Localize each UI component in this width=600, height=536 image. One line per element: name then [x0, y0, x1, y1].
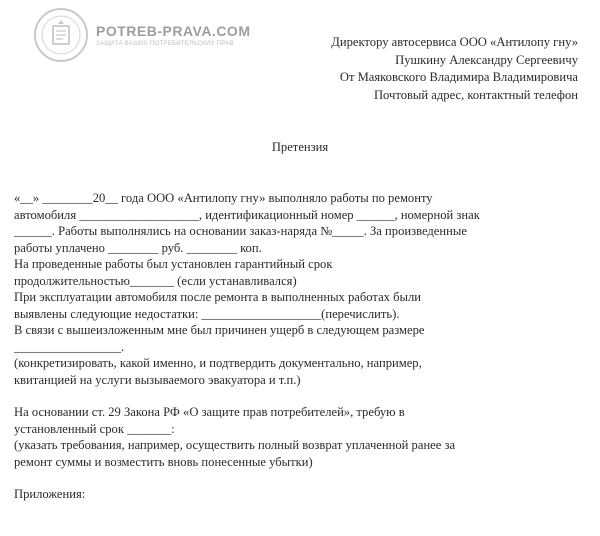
attachments-label: Приложения: [14, 487, 86, 501]
body-line: продолжительностью_______ (если устанавливался) [14, 273, 297, 288]
body-line: работы уплачено ________ руб. ________ коп. [14, 240, 262, 255]
logo-name: POTREB-PRAVA.COM [96, 23, 251, 39]
logo-subtitle: ЗАЩИТА ВАШИХ ПОТРЕБИТЕЛЬСКИХ ПРАВ [96, 41, 234, 47]
body-line: _________________. [14, 339, 125, 354]
body-line: ______. Работы выполнялись на основании заказ-наряда №_____. За произведенные [14, 224, 467, 238]
site-logo [34, 8, 250, 62]
addressee-line: Пушкину Александру Сергеевичу [395, 52, 578, 67]
body-line: В связи с вышеизложенным мне был причинен ущерб в следующем размере [14, 323, 425, 337]
document-title: Претензия [271, 140, 329, 154]
paragraph-gap [14, 470, 584, 486]
body-line: На проведенные работы был установлен гарантийный срок [14, 257, 333, 271]
body-line: ремонт суммы и возместить вновь понесенные убытки) [14, 454, 313, 469]
emblem-icon [34, 8, 88, 62]
body-line: При эксплуатации автомобиля после ремонта в выполненных работах были [14, 290, 422, 304]
body-line: квитанцией на услуги вызываемого эвакуатора и т.п.) [14, 372, 301, 387]
addressee-line: От Маяковского Владимира Владимировича [339, 70, 578, 84]
paragraph-gap [14, 388, 584, 404]
body-line: установленный срок _______: [14, 421, 175, 436]
addressee-line: Директору автосервиса ООО «Антилопу гну» [331, 35, 578, 49]
body-line: выявлены следующие недостатки: ___________________(перечислить). [14, 306, 400, 321]
addressee-line: Почтовый адрес, контактный телефон [373, 87, 578, 102]
body-line: На основании ст. 29 Закона РФ «О защите прав потребителей», требую в [14, 405, 405, 419]
body-line: автомобиля ___________________, идентификационный номер ______, номерной знак [14, 207, 480, 222]
body-line: (указать требования, например, осуществить полный возврат уплаченной ранее за [14, 438, 456, 452]
addressee-block [331, 34, 578, 104]
claim-body [14, 190, 584, 503]
body-line: «__» ________20__ года ООО «Антилопу гну» выполняло работы по ремонту [14, 191, 433, 205]
body-line: (конкретизировать, какой именно, и подтвердить документально, например, [14, 356, 422, 370]
